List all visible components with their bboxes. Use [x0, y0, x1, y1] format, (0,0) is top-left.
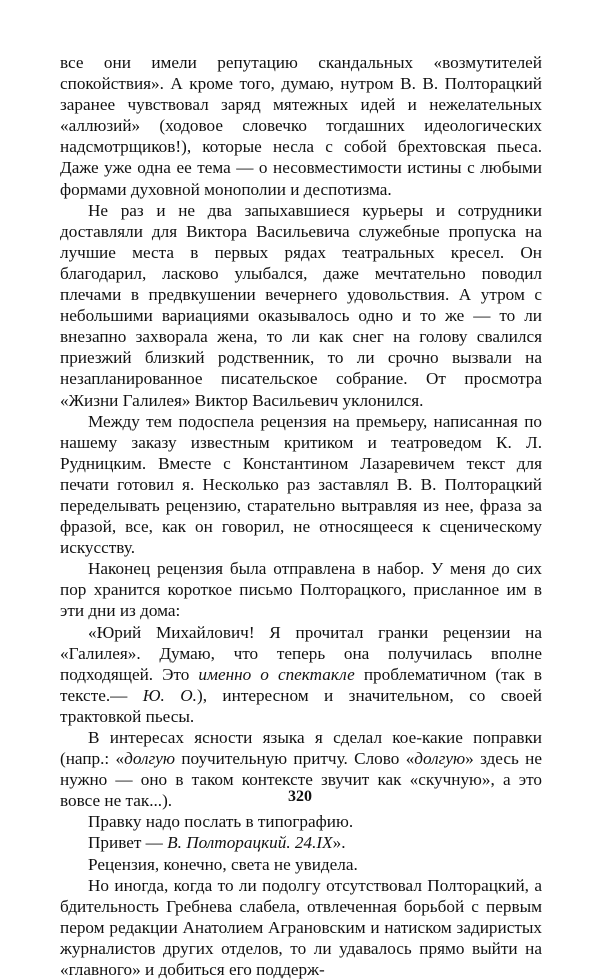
text-segment: Правку надо послать в типографию. — [88, 812, 354, 832]
paragraph-9 — [60, 854, 542, 875]
paragraph-8-letter-signature — [60, 832, 542, 853]
paragraph-10 — [60, 875, 542, 980]
page-number: 320 — [288, 788, 312, 805]
text-segment: Привет — — [88, 833, 168, 853]
italic-text-segment: долгую — [414, 749, 466, 769]
text-segment: проблематичном (так в тексте.— — [60, 664, 543, 705]
italic-text-segment: именно о спектакле — [198, 664, 355, 684]
italic-text-segment: Ю. О. — [142, 685, 197, 705]
text-segment: Не раз и не два запыхавшиеся курьеры и сотрудники доставляли для Виктора Васильевича служебные пропуска на лучшие места в первых рядах театральных кресел. Он благодарил, ласково улыбался, даже мечтательно поводил плечами в предвкушении вечернего удовольствия. А утром с небольшими вариациями оказывалось одно и то же — то ли внезапно захворала жена, то ли как снег на голову свалился приезжий близкий родственник, то ли срочно вызвали на незапланированное писательское собрание. От просмотра «Жизни Галилея» Виктор Васильевич уклонился. — [60, 200, 542, 410]
paragraph-2 — [60, 200, 542, 411]
italic-text-segment: В. Полторацкий. 24.IX — [167, 833, 333, 853]
paragraph-3 — [60, 411, 542, 559]
text-segment: Наконец рецензия была отправлена в набор. У меня до сих пор хранится короткое письмо Полторацкого, присланное им в эти дни из дома: — [60, 559, 542, 621]
page-text — [60, 52, 542, 980]
paragraph-1 — [60, 52, 542, 200]
paragraph-4 — [60, 558, 542, 621]
text-segment: Между тем подоспела рецензия на премьеру, написанная по нашему заказу известным критиком и театроведом К. Л. Рудницким. Вместе с Константином Лазаревичем текст для печати готовил я. Несколько раз заставлял В. В. Полторацкий переделывать рецензию, старательно вытравляя из нее, фраза за фразой, все, как он говорил, не относящееся к сценическому искусству. — [60, 411, 542, 558]
text-segment: ), интересном и значительном, со своей трактовкой пьесы. — [60, 685, 542, 726]
paragraph-7-letter-typography — [60, 811, 542, 832]
text-segment: ». — [332, 833, 346, 853]
paragraph-5-letter-quote — [60, 622, 542, 727]
italic-text-segment: долгую — [124, 749, 175, 769]
text-segment: поучительную притчу. Слово « — [174, 749, 415, 769]
text-segment: » здесь не нужно — оно в таком контексте звучит как «скучную», а это вовсе не так...). — [60, 749, 542, 811]
text-segment: В интересах ясности языка я сделал кое-какие поправки (напр.: « — [60, 728, 542, 769]
text-segment: Но иногда, когда то ли подолгу отсутствовал Полторацкий, а бдительность Гребнева слабела, отвлеченная борьбой с первым пером редакции Анатолием Аграновским и натиском задиристых журналистов других отделов, то ли удавалось прямо выйти на «главного» и добиться его поддерж- — [60, 875, 542, 980]
text-segment: все они имели репутацию скандальных «возмутителей спокойствия». А кроме того, думаю, нутром В. В. Полторацкий заранее чувствовал заряд мятежных идей и нежелательных «аллюзий» (ходовое словечко тогдашних идеологических надсмотрщиков!), которые несла с собой брехтовская пьеса. Даже уже одна ее тема — о несовместимости истины с любыми формами духовной монополии и деспотизма. — [60, 53, 542, 199]
text-segment: «Юрий Михайлович! Я прочитал гранки рецензии на «Галилея». Думаю, что теперь она получилась вполне подходящей. Это — [60, 622, 542, 684]
text-segment: Рецензия, конечно, света не увидела. — [88, 854, 358, 874]
